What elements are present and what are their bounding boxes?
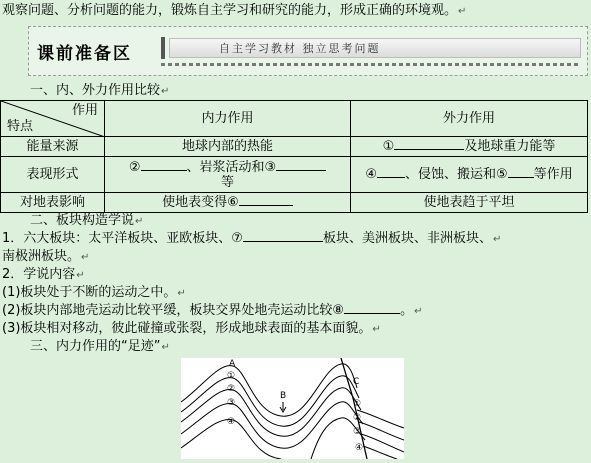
banner-divider <box>161 37 165 59</box>
rock-layer <box>181 402 363 448</box>
comparison-table <box>0 100 588 213</box>
fill-blank[interactable] <box>239 205 293 206</box>
item1-text-a: 1．六大板块：太平洋板块、亚欧板块、⑦ <box>2 231 243 246</box>
fill-blank[interactable] <box>141 170 187 171</box>
section1-title: 一、内、外力作用比较 <box>30 83 161 98</box>
cell-internal: 地球内部的热能 <box>105 137 351 157</box>
table-row <box>1 137 588 157</box>
section1-heading <box>30 82 169 101</box>
item2-2-text-b: 。 <box>400 303 414 318</box>
rock-layer <box>359 422 404 440</box>
corner-label-bottom: 特点 <box>7 119 34 134</box>
cell-internal <box>105 157 351 193</box>
layer-number: ④ <box>227 417 236 427</box>
section3-title: 三、内力作用的“足迹” <box>30 339 161 354</box>
item1-text-b: 板块、美洲板块、非洲板块、 <box>322 231 492 246</box>
fill-blank[interactable] <box>377 177 405 178</box>
paragraph-mark: ↵ <box>161 342 170 353</box>
layer-number: ④ <box>355 443 364 453</box>
item1-text-c: 南极洲板块。 <box>2 249 81 264</box>
item2-text: 2．学说内容 <box>2 267 76 282</box>
item1-continuation <box>2 248 89 267</box>
item2-3-text: (3)板块相对移动，彼此碰撞或张裂，形成地球表面的基本面貌。 <box>2 321 372 336</box>
rock-layer <box>363 446 397 459</box>
paragraph-mark: ↵ <box>135 216 144 227</box>
blank-number: ② <box>128 159 141 175</box>
item2-1-line <box>2 284 186 303</box>
header-external <box>351 101 588 137</box>
label-b: B <box>280 391 287 401</box>
rock-layer <box>357 410 404 428</box>
fill-blank[interactable] <box>394 149 464 150</box>
row-label: 表现形式 <box>1 157 105 193</box>
corner-label-top: 作用 <box>71 103 98 118</box>
table-header-row <box>1 101 588 137</box>
fill-blank[interactable] <box>344 313 400 314</box>
item2-2-text-a: (2)板块内部地壳运动比较平缓，板块交界处地壳运动比较⑧ <box>2 303 345 318</box>
banner-underline <box>161 63 581 66</box>
paragraph-mark: ↵ <box>177 288 186 299</box>
rock-layer <box>361 434 404 452</box>
paragraph-mark: ↵ <box>458 6 467 17</box>
section-banner <box>28 26 588 76</box>
layer-number: ① <box>353 399 362 409</box>
fold-fault-svg <box>181 358 404 459</box>
cell-external <box>351 157 588 193</box>
cell-text: 、侵蚀、搬运和⑤ <box>404 167 508 182</box>
item2-heading <box>2 266 85 285</box>
cell-text: 等作用 <box>533 167 573 182</box>
item2-2-line <box>2 302 422 321</box>
cell-text: 、岩浆活动和③ <box>186 159 277 175</box>
layer-number: ② <box>353 413 362 423</box>
layer-number: ③ <box>353 427 362 437</box>
section3-heading <box>30 338 170 357</box>
cell-internal <box>105 193 351 213</box>
fill-blank[interactable] <box>508 177 534 178</box>
cell-external: 使地表趋于平坦 <box>351 193 588 213</box>
paragraph-mark: ↵ <box>492 234 502 245</box>
cell-text: 及地球重力能等 <box>464 139 556 154</box>
intro-text-content: 观察问题、分析问题的能力，锻炼自主学习和研究的能力，形成正确的环境观。 <box>2 3 458 18</box>
label-c: C <box>353 377 360 387</box>
header-internal <box>105 101 351 137</box>
table-row <box>1 157 588 193</box>
table-row <box>1 193 588 213</box>
fill-blank[interactable] <box>243 241 323 242</box>
row-label: 对地表影响 <box>1 193 105 213</box>
paragraph-mark: ↵ <box>414 306 423 317</box>
paragraph-mark: ↵ <box>81 252 90 263</box>
layer-number: ① <box>227 371 236 381</box>
row-label: 能量来源 <box>1 137 105 157</box>
section2-title: 二、板块构造学说 <box>30 213 135 228</box>
paragraph-mark: ↵ <box>161 86 170 97</box>
layer-number: ③ <box>227 398 236 408</box>
banner-subtitle: 自主学习教材 独立思考问题 <box>219 42 381 55</box>
banner-title: 课前准备区 <box>37 44 132 64</box>
cell-text: 使地表变得⑥ <box>162 195 239 210</box>
layer-number: ② <box>227 384 236 394</box>
header-internal-text: 内力作用 <box>201 111 254 126</box>
fold-fault-diagram <box>181 358 404 459</box>
item1-line <box>2 230 501 249</box>
table-corner-cell <box>1 101 105 137</box>
blank-number: ① <box>382 139 395 154</box>
section2-heading <box>30 212 143 231</box>
paragraph-mark: ↵ <box>76 270 85 281</box>
item2-3-line <box>2 320 381 339</box>
header-external-text: 外力作用 <box>442 111 495 126</box>
intro-text <box>2 2 466 21</box>
paragraph-mark: ↵ <box>372 324 381 335</box>
blank-number: ④ <box>365 167 377 182</box>
fill-blank[interactable] <box>276 170 326 171</box>
cell-text: 等 <box>220 174 234 190</box>
item2-1-text: (1)板块处于不断的运动之中。 <box>2 285 177 300</box>
label-a: A <box>229 359 236 369</box>
cell-external <box>351 137 588 157</box>
